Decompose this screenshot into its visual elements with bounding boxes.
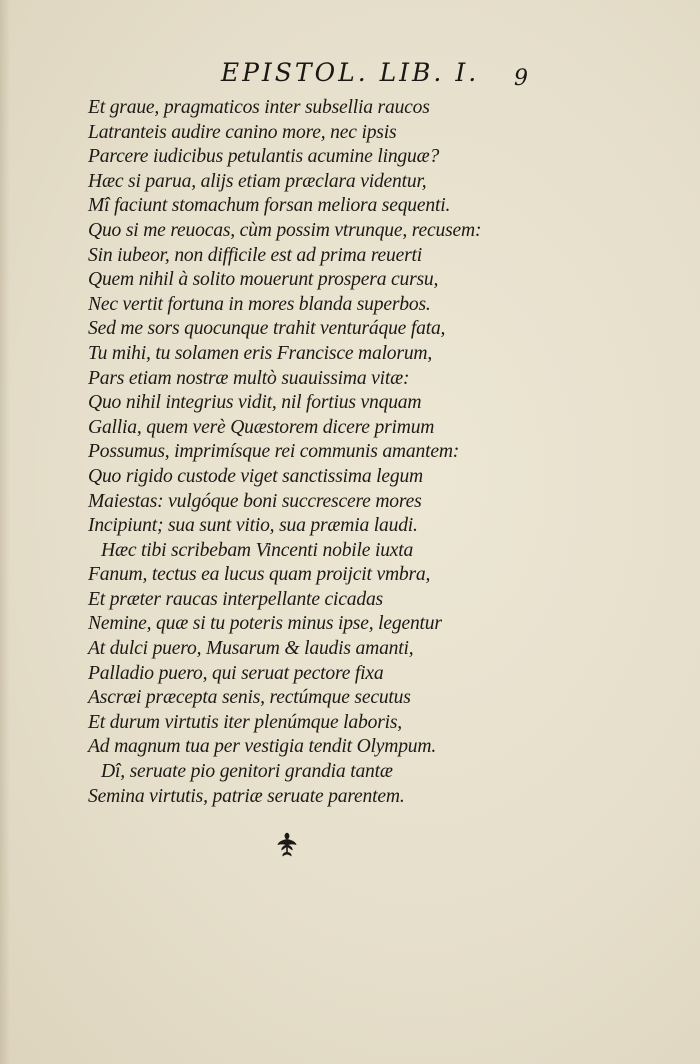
verse-text-block <box>88 96 488 809</box>
gutter-shadow <box>0 0 10 1064</box>
verse-line: Sin iubeor, non difficile est ad prima reuerti <box>88 244 423 266</box>
running-head: EPISTOL. LIB. I. <box>220 58 480 87</box>
verse-line: Latranteis audire canino more, nec ipsis <box>88 121 397 143</box>
verse-line: Hæc tibi scribebam Vincenti nobile iuxta <box>101 539 414 561</box>
verse-line: Palladio puero, qui seruat pectore fixa <box>88 662 384 684</box>
verse-line: Dî, seruate pio genitori grandia tantæ <box>101 761 393 783</box>
verse-line: Tu mihi, tu solamen eris Francisce malorum, <box>88 342 433 364</box>
verse-line: Parcere iudicibus petulantis acumine linguæ? <box>88 146 440 168</box>
verse-line: Gallia, quem verè Quæstorem dicere primum <box>88 416 435 438</box>
page-number: 9 <box>514 66 528 91</box>
verse-line: Quo nihil integrius vidit, nil fortius vnquam <box>88 392 422 414</box>
verse-line: Ad magnum tua per vestigia tendit Olympum. <box>88 736 437 758</box>
verse-line: Nec vertit fortuna in mores blanda superbos. <box>88 293 431 315</box>
verse-line: At dulci puero, Musarum & laudis amanti, <box>88 638 414 660</box>
verse-line: Nemine, quæ si tu poteris minus ipse, legentur <box>88 613 442 635</box>
verse-line: Hæc si parua, alijs etiam præclara videntur, <box>88 170 427 192</box>
verse-line: Quem nihil à solito mouerunt prospera cursu, <box>88 269 439 291</box>
verse-line: Possumus, imprimísque rei communis amantem: <box>88 441 460 463</box>
verse-line: Semina virtutis, patriæ seruate parentem. <box>88 785 405 807</box>
verse-line: Et graue, pragmaticos inter subsellia raucos <box>88 97 430 118</box>
verse-line: Quo si me reuocas, cùm possim vtrunque, recusem: <box>88 219 482 241</box>
verse-line: Et durum virtutis iter plenúmque laboris, <box>88 711 402 733</box>
verse-line: Mî faciunt stomachum forsan meliora sequenti. <box>88 195 451 217</box>
verse-line: Incipiunt; sua sunt vitio, sua præmia laudi. <box>88 515 418 537</box>
fleuron-icon <box>276 832 298 858</box>
verse-line: Ascræi præcepta senis, rectúmque secutus <box>88 687 411 709</box>
verse-line: Quo rigido custode viget sanctissima legum <box>88 465 423 487</box>
verse-line: Et præter raucas interpellante cicadas <box>88 588 383 610</box>
verse-line: Fanum, tectus ea lucus quam proijcit vmbra, <box>88 564 431 586</box>
verse-line: Maiestas: vulgóque boni succrescere mores <box>88 490 422 512</box>
verse-line: Sed me sors quocunque trahit venturáque fata, <box>88 318 446 340</box>
verse-line: Pars etiam nostræ multò suauissima vitæ: <box>88 367 410 389</box>
